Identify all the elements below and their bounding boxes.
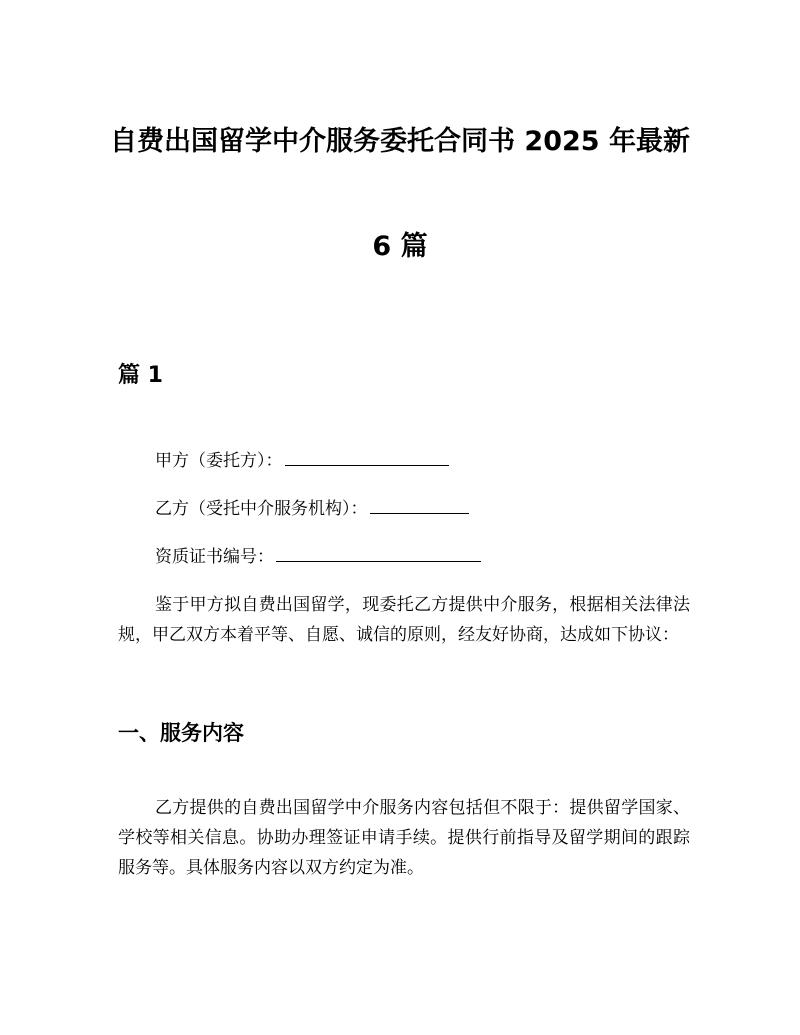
section-one-heading: 一、服务内容 xyxy=(118,721,244,745)
party-b-blank-line xyxy=(370,495,469,514)
party-a-blank-line xyxy=(285,447,449,466)
party-b-field xyxy=(155,495,469,520)
section-one-body: 乙方提供的自费出国留学中介服务内容包括但不限于：提供留学国家、学校等相关信息。协助办理签证申请手续。提供行前指导及留学期间的跟踪服务等。具体服务内容以双方约定为准。 xyxy=(118,798,690,878)
license-number-field xyxy=(155,543,481,568)
license-number-label: 资质证书编号： xyxy=(155,547,274,567)
document-title-line-1: 自费出国留学中介服务委托合同书 2025 年最新 xyxy=(110,126,690,157)
chapter-heading: 篇 1 xyxy=(118,363,163,388)
license-number-blank-line xyxy=(276,543,481,562)
party-b-label: 乙方（受托中介服务机构）： xyxy=(155,499,368,519)
intro-paragraph: 鉴于甲方拟自费出国留学，现委托乙方提供中介服务，根据相关法律法规，甲乙双方本着平等、自愿、诚信的原则，经友好协商，达成如下协议： xyxy=(118,595,690,645)
party-a-field xyxy=(155,447,449,472)
party-a-label: 甲方（委托方）： xyxy=(155,451,283,471)
document-title-line-2: 6 篇 xyxy=(372,231,428,262)
